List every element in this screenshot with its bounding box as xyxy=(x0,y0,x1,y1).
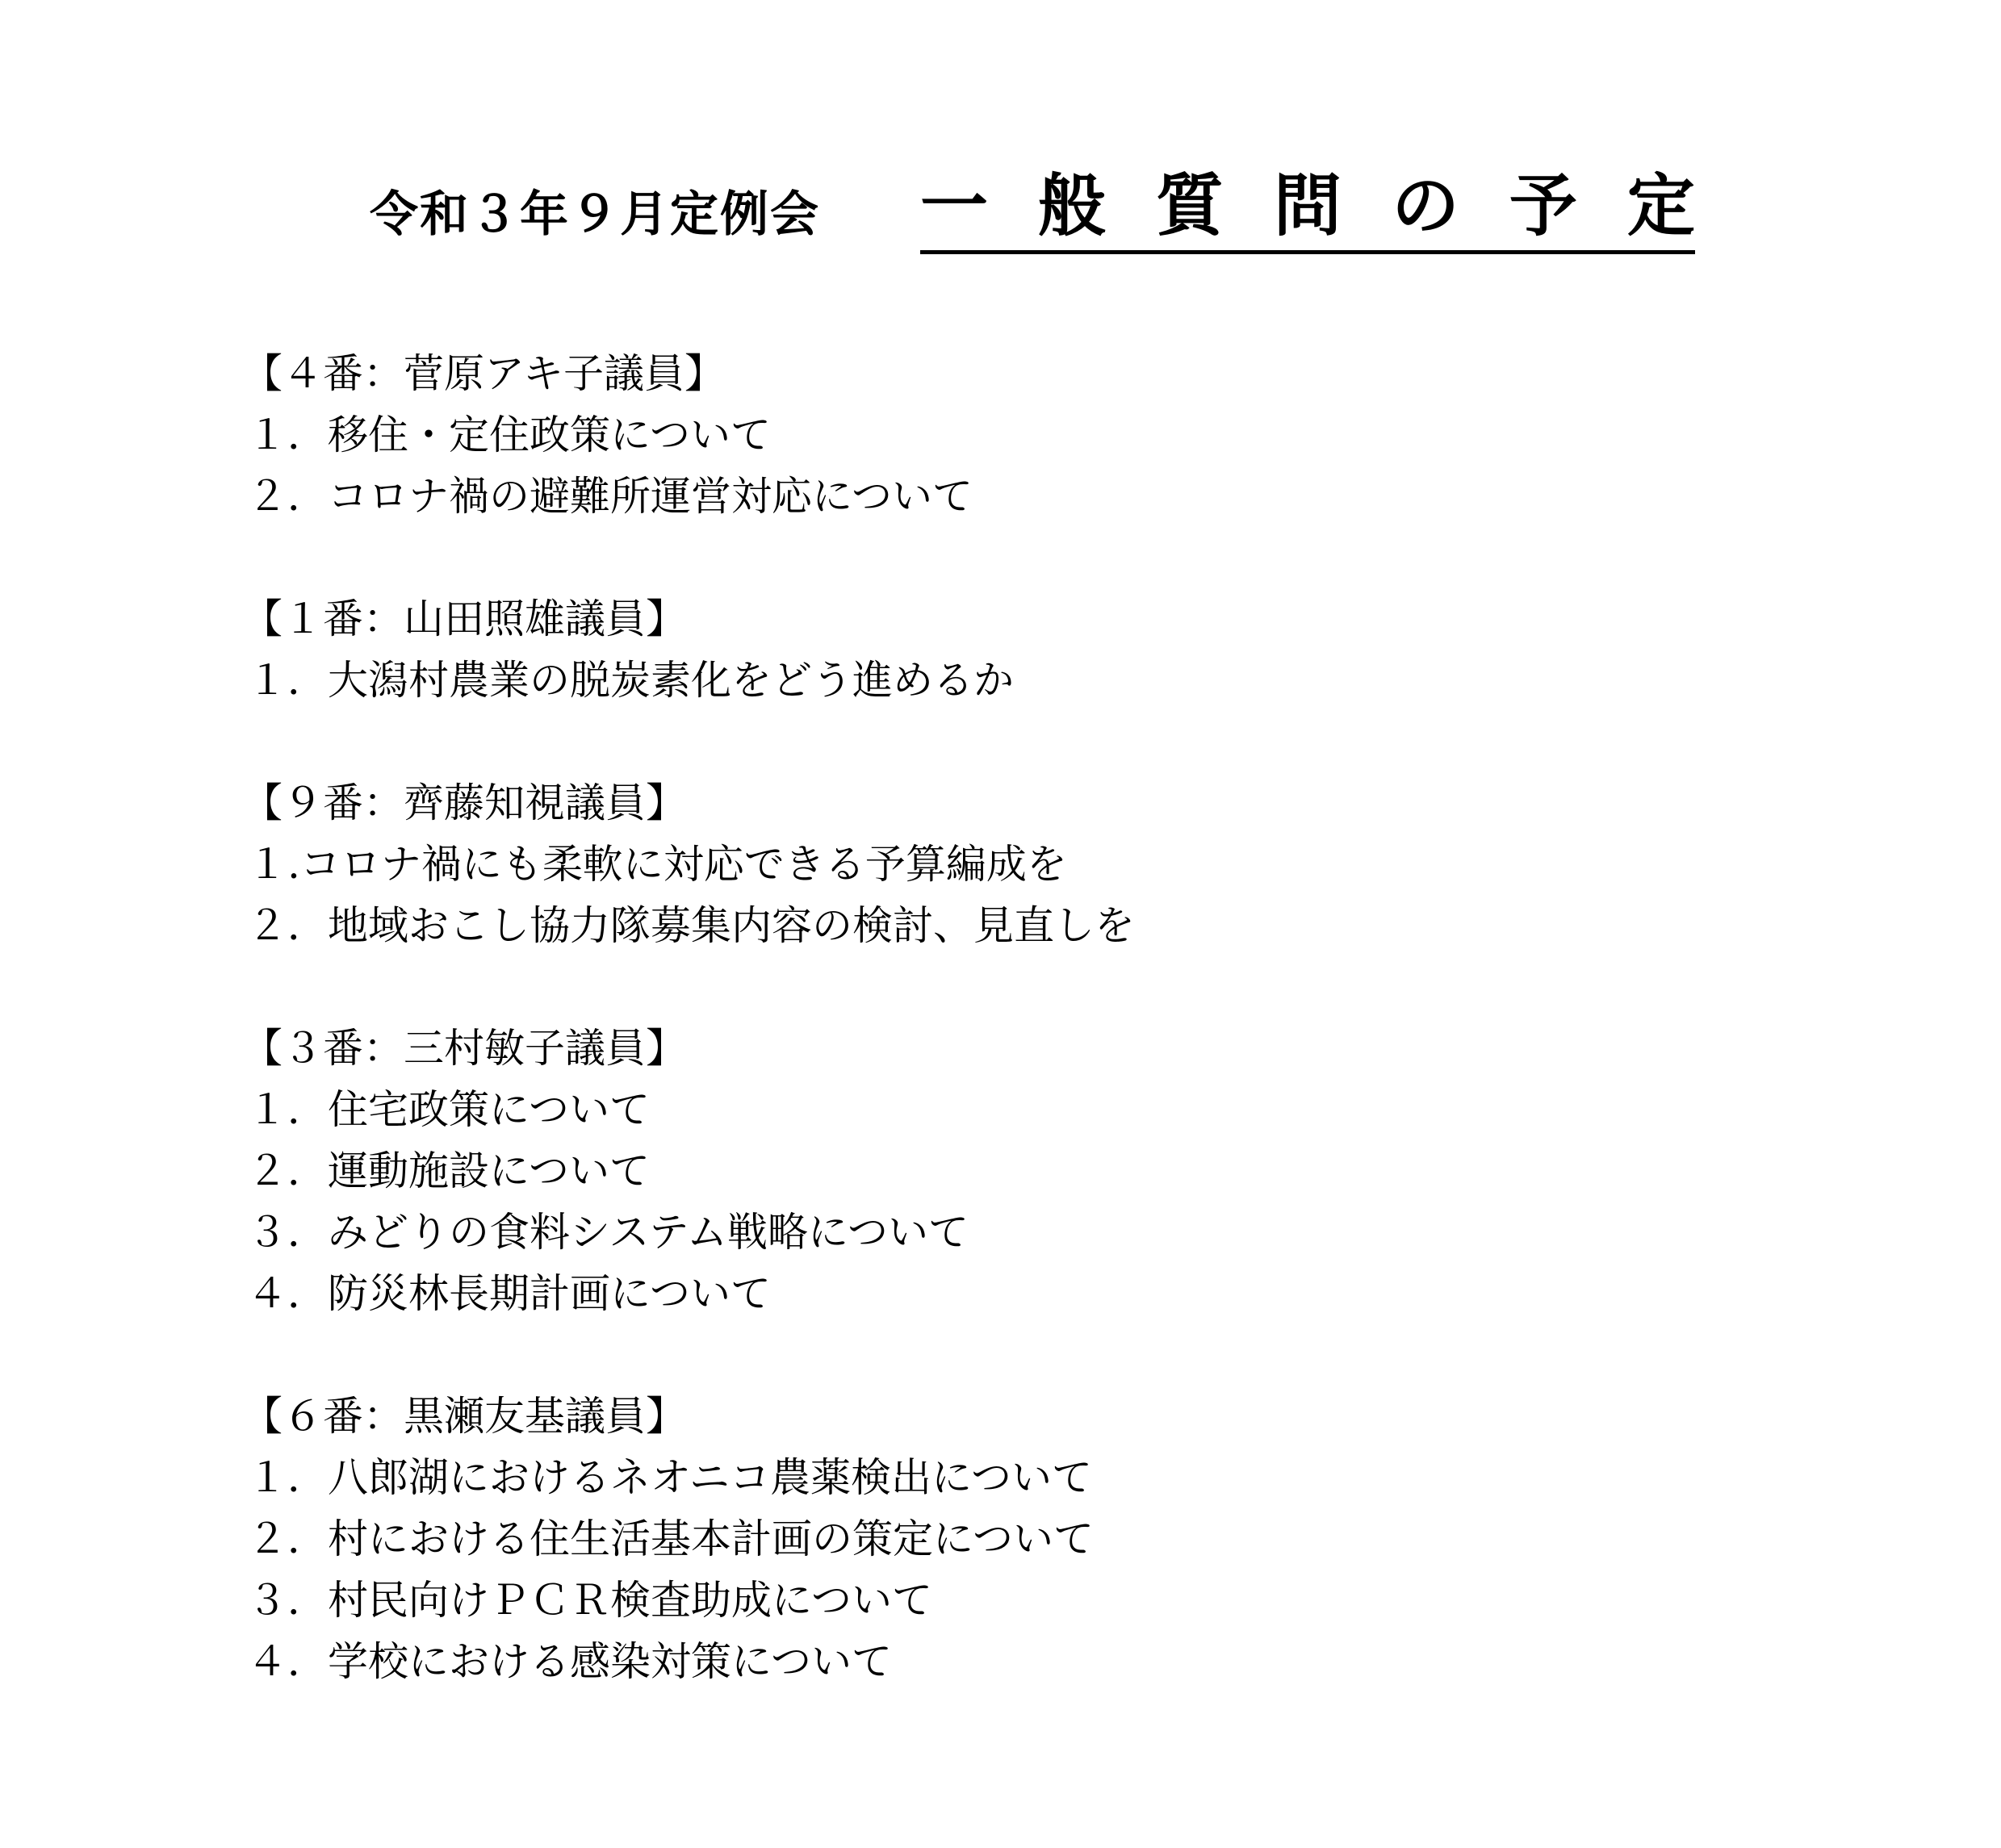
question-item: ４．防災林長期計画について xyxy=(247,1270,771,1317)
question-item: １．移住・定住政策について xyxy=(247,412,771,458)
question-item: ２．地域おこし協力隊募集内容の検討、見直しを xyxy=(247,902,1135,949)
title-char: 問 xyxy=(1273,166,1342,245)
member-header: 【９番：齊藤知視議員】 xyxy=(242,780,686,826)
member-section xyxy=(242,343,1776,527)
member-header: 【４番：菅原アキ子議員】 xyxy=(242,350,725,397)
title-char: 定 xyxy=(1626,166,1695,245)
question-item: １．大潟村農業の脱炭素化をどう進めるか xyxy=(247,657,1014,704)
title-char: の xyxy=(1391,166,1459,245)
title-char: 般 xyxy=(1037,166,1106,245)
question-schedule xyxy=(242,343,1776,1754)
member-section xyxy=(242,772,1776,956)
question-item: ２．運動施設について xyxy=(247,1148,650,1194)
page-title xyxy=(920,165,1695,254)
question-item: ２．村における住生活基本計画の策定について xyxy=(247,1516,1094,1562)
question-item: １．住宅政策について xyxy=(247,1086,650,1133)
question-item: ３．みどりの食料システム戦略について xyxy=(247,1209,969,1256)
question-item: ３．村民向けＰＣＲ検査助成について xyxy=(247,1577,932,1624)
session-label: 令和３年９月定例会 xyxy=(370,186,820,243)
member-header: 【３番：三村敏子議員】 xyxy=(242,1025,686,1072)
question-item: １.コロナ禍にも柔軟に対応できる予算編成を xyxy=(247,841,1067,888)
title-char: 質 xyxy=(1155,166,1224,245)
member-section xyxy=(242,1018,1776,1324)
title-char: 一 xyxy=(920,166,989,245)
question-item: １．八郎湖におけるネオニコ農薬検出について xyxy=(247,1454,1092,1501)
title-row xyxy=(0,165,2001,262)
member-section xyxy=(242,588,1776,711)
member-header: 【１番：山田照雄議員】 xyxy=(242,596,686,642)
member-header: 【６番：黒瀬友基議員】 xyxy=(242,1393,686,1440)
member-section xyxy=(242,1386,1776,1692)
question-item: ４．学校における感染対策について xyxy=(247,1638,892,1685)
question-item: ２．コロナ禍の避難所運営対応について xyxy=(247,473,973,520)
title-char: 予 xyxy=(1509,166,1577,245)
